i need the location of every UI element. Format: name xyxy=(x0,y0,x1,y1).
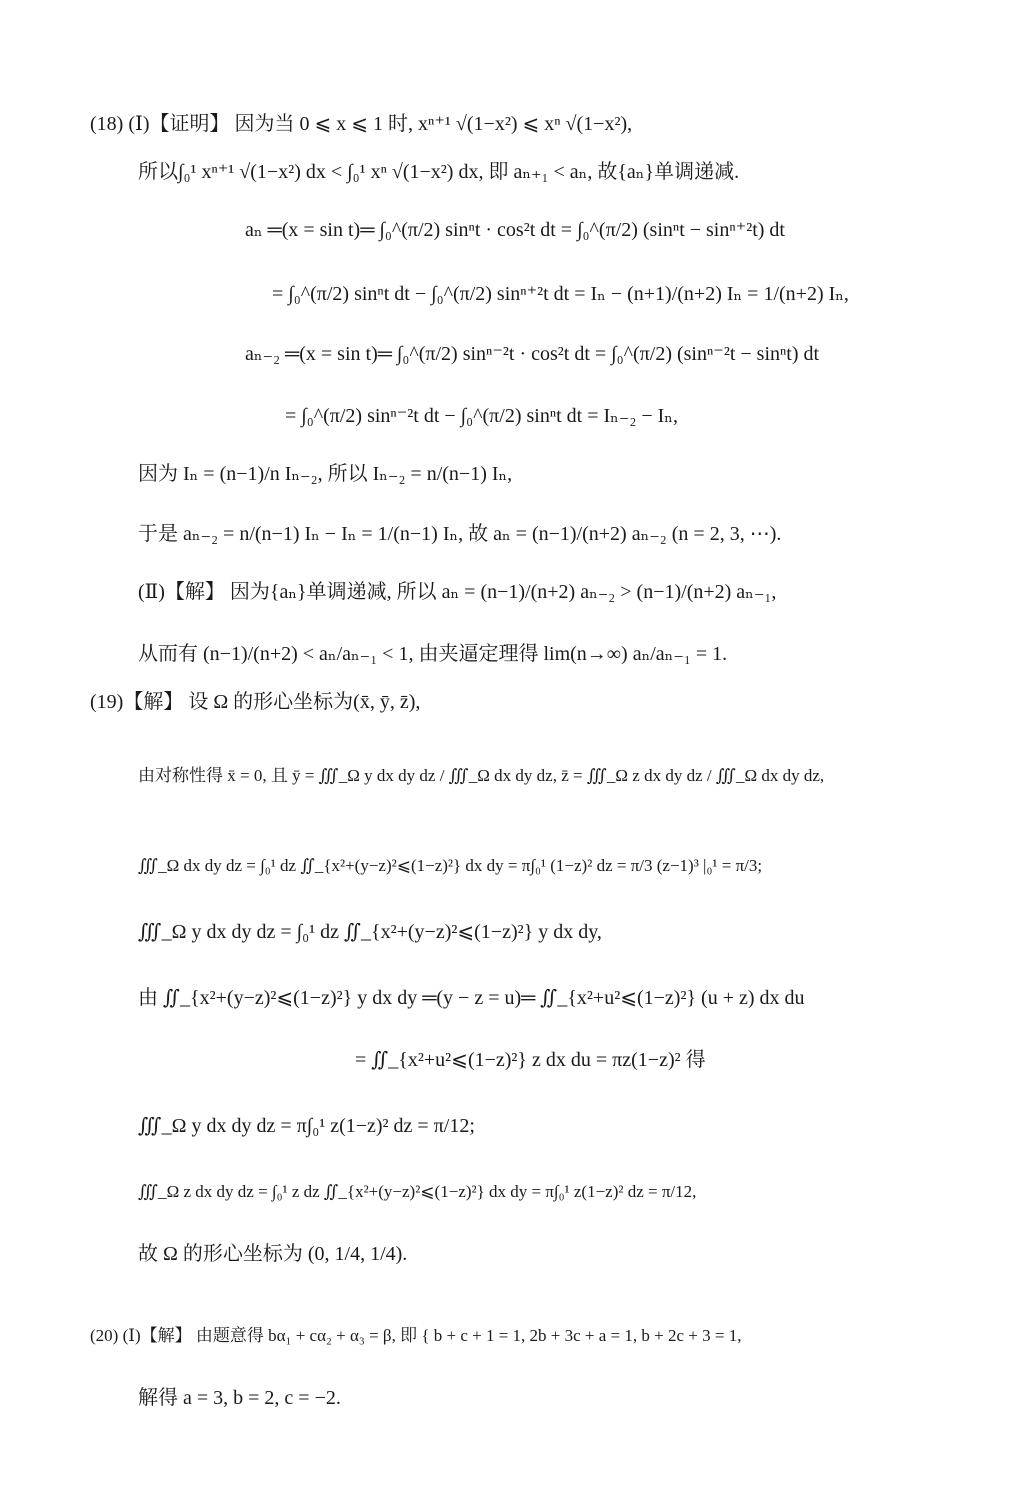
line-18-9: (Ⅱ)【解】 因为{aₙ}单调递减, 所以 aₙ = (n−1)/(n+2) aₙ₋₂ > (n−1)/(n+2) aₙ₋₁, xyxy=(138,581,777,603)
line-18-3: aₙ ═(x = sin t)═ ∫₀^(π/2) sinⁿt · cos²t dt = ∫₀^(π/2) (sinⁿt − sinⁿ⁺²t) dt xyxy=(245,219,785,241)
line-18-2: 所以∫₀¹ xⁿ⁺¹ √(1−x²) dx < ∫₀¹ xⁿ √(1−x²) dx, 即 aₙ₊₁ < aₙ, 故{aₙ}单调递减. xyxy=(138,161,740,183)
line-18-5: aₙ₋₂ ═(x = sin t)═ ∫₀^(π/2) sinⁿ⁻²t · cos²t dt = ∫₀^(π/2) (sinⁿ⁻²t − sinⁿt) dt xyxy=(245,343,820,365)
line-19-5: 由 ∬_{x²+(y−z)²⩽(1−z)²} y dx dy ═(y − z = u)═ ∬_{x²+u²⩽(1−z)²} (u + z) dx du xyxy=(138,987,805,1009)
line-19-9: 故 Ω 的形心坐标为 (0, 1/4, 1/4). xyxy=(138,1243,408,1265)
line-20-2: 解得 a = 3, b = 2, c = −2. xyxy=(138,1387,341,1409)
line-18-8: 于是 aₙ₋₂ = n/(n−1) Iₙ − Iₙ = 1/(n−1) Iₙ, 故 aₙ = (n−1)/(n+2) aₙ₋₂ (n = 2, 3, ⋯). xyxy=(138,523,782,545)
line-19-3: ∭_Ω dx dy dz = ∫₀¹ dz ∬_{x²+(y−z)²⩽(1−z)²} dx dy = π∫₀¹ (1−z)² dz = π/3 (z−1)³ |₀¹ = π/3; xyxy=(138,856,763,875)
line-19-4: ∭_Ω y dx dy dz = ∫₀¹ dz ∬_{x²+(y−z)²⩽(1−z)²} y dx dy, xyxy=(138,921,602,943)
line-19-2: 由对称性得 x̄ = 0, 且 ȳ = ∭_Ω y dx dy dz / ∭_Ω dx dy dz, z̄ = ∭_Ω z dx dy dz / ∭_Ω dx dy dz, xyxy=(138,766,825,785)
line-19-7: ∭_Ω y dx dy dz = π∫₀¹ z(1−z)² dz = π/12; xyxy=(138,1115,475,1137)
line-19-8: ∭_Ω z dx dy dz = ∫₀¹ z dz ∬_{x²+(y−z)²⩽(1−z)²} dx dy = π∫₀¹ z(1−z)² dz = π/12, xyxy=(138,1182,697,1201)
line-19-6: = ∬_{x²+u²⩽(1−z)²} z dx du = πz(1−z)² 得 xyxy=(355,1049,706,1071)
line-18-6: = ∫₀^(π/2) sinⁿ⁻²t dt − ∫₀^(π/2) sinⁿt dt = Iₙ₋₂ − Iₙ, xyxy=(285,405,678,427)
line-18-1: (18) (Ⅰ)【证明】 因为当 0 ⩽ x ⩽ 1 时, xⁿ⁺¹ √(1−x²) ⩽ xⁿ √(1−x²), xyxy=(90,113,633,135)
line-18-4: = ∫₀^(π/2) sinⁿt dt − ∫₀^(π/2) sinⁿ⁺²t dt = Iₙ − (n+1)/(n+2) Iₙ = 1/(n+2) Iₙ, xyxy=(272,283,849,305)
line-19-1: (19)【解】 设 Ω 的形心坐标为(x̄, ȳ, z̄), xyxy=(90,691,421,713)
line-20-1: (20) (Ⅰ)【解】 由题意得 bα₁ + cα₂ + α₃ = β, 即 { b + c + 1 = 1, 2b + 3c + a = 1, b + 2c + 3 = 1, xyxy=(90,1326,742,1345)
line-18-10: 从而有 (n−1)/(n+2) < aₙ/aₙ₋₁ < 1, 由夹逼定理得 lim(n→∞) aₙ/aₙ₋₁ = 1. xyxy=(138,643,728,665)
line-18-7: 因为 Iₙ = (n−1)/n Iₙ₋₂, 所以 Iₙ₋₂ = n/(n−1) Iₙ, xyxy=(138,463,513,485)
